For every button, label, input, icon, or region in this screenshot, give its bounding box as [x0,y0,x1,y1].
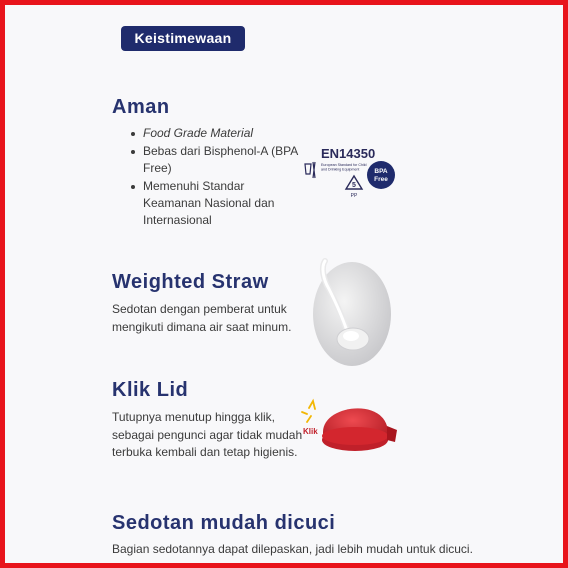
klik-lid-image [301,392,401,464]
klik-label: Klik [303,427,318,436]
aman-heading: Aman [112,96,170,118]
bpa-free-icon [367,161,395,189]
en14350-label: EN14350 [321,146,376,161]
keistimewaan-badge: Keistimewaan [121,26,245,51]
aman-bullet-list [129,125,301,230]
bullet-food-grade: Food Grade Material [129,125,301,142]
sedotan-heading: Sedotan mudah dicuci [112,512,336,534]
klik-lid-heading: Klik Lid [112,379,189,401]
weighted-straw-image [303,257,395,371]
sedotan-description: Bagian sedotannya dapat dilepaskan, jadi lebih mudah untuk dicuci. [112,542,473,556]
en-subtitle-2: and Drinking Equipment [321,167,360,172]
recycle-code: 5 [352,182,356,189]
en-subtitle-1: European Standard for Child [321,163,367,167]
free-text: Free [374,176,388,183]
recycle-label: PP [350,193,358,199]
certification-badges [301,140,397,208]
bullet-standar: Memenuhi Standar Keamanan Nasional dan Internasional [129,178,301,229]
recycle-pp-icon [346,176,362,199]
weighted-straw-heading: Weighted Straw [112,271,269,293]
bullet-bpa-free: Bebas dari Bisphenol-A (BPA Free) [129,143,301,177]
klik-lid-description: Tutupnya menutup hingga klik, sebagai pengunci agar tidak mudah terbuka kembali dan tetap higienis. [112,410,303,459]
weighted-straw-description: Sedotan dengan pemberat untuk mengikuti dimana air saat minum. [112,302,292,334]
bpa-text: BPA [374,168,388,175]
food-safe-icon [305,162,315,178]
click-burst-icon [302,401,315,422]
